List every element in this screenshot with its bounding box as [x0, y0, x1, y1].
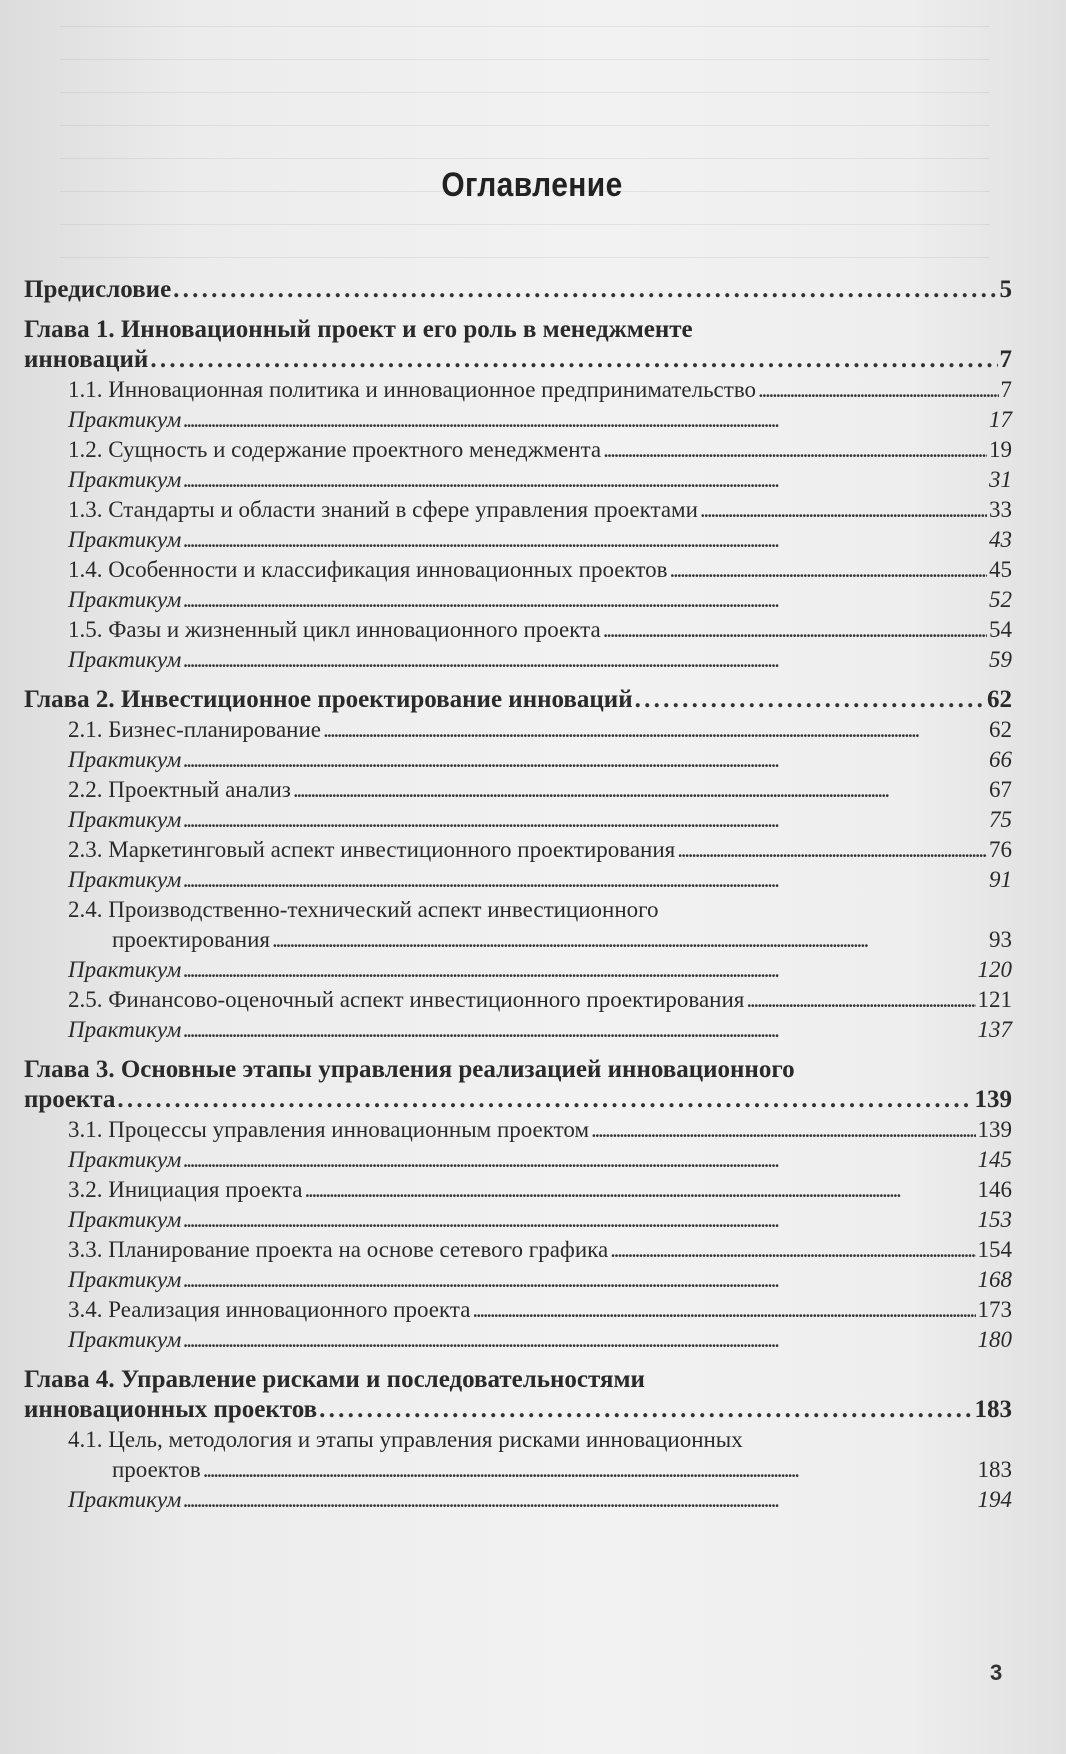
dot-leader: [183, 525, 987, 555]
dot-leader: [304, 1175, 975, 1205]
toc-entry-page: 173: [977, 1297, 1012, 1322]
toc-entry-page: 139: [977, 1117, 1012, 1142]
toc-entry-section[interactable]: [24, 985, 1012, 1015]
toc-entry-4-1[interactable]: проектов . . . 183: [24, 1455, 1012, 1485]
toc-entry-label: Практикум: [68, 1327, 182, 1352]
toc-entry-label: 3.2. Инициация проекта: [68, 1177, 303, 1202]
toc-entry-section[interactable]: [24, 1115, 1012, 1145]
bleed-through-text: [60, 0, 990, 260]
dot-leader: [758, 375, 998, 405]
toc-entry-page: 154: [977, 1237, 1012, 1262]
toc-entry-practicum[interactable]: [24, 405, 1012, 435]
toc-entry-section[interactable]: [24, 1175, 1012, 1205]
toc-chapter-4-items-after: [24, 1485, 1012, 1515]
dot-leader: [183, 865, 987, 895]
dot-leader: [319, 1395, 972, 1425]
toc-entry-preface[interactable]: Предисловие . . . 5: [24, 275, 1012, 305]
toc-entry-page: 168: [977, 1267, 1012, 1292]
toc-entry-2-4-line1[interactable]: 2.4. Производственно-технический аспект инвестиционного: [68, 897, 659, 922]
toc-entry-practicum[interactable]: [24, 865, 1012, 895]
dot-leader: [183, 1485, 975, 1515]
dot-leader: [183, 1265, 975, 1295]
toc-entry-practicum[interactable]: [24, 525, 1012, 555]
toc-entry-section[interactable]: [24, 1295, 1012, 1325]
toc-entry-label: 3.4. Реализация инновационного проекта: [68, 1297, 471, 1322]
dot-leader: [603, 615, 987, 645]
dot-leader: [603, 435, 987, 465]
dot-leader: [173, 275, 997, 305]
dot-leader: [117, 1085, 972, 1115]
toc-chapter-4[interactable]: инновационных проектов . . . 183: [24, 1395, 1012, 1425]
toc-entry-page: 19: [989, 437, 1012, 462]
toc-entry-label: 3.1. Процессы управления инновационным проектом: [68, 1117, 589, 1142]
dot-leader: [183, 585, 987, 615]
toc-entry-page: 121: [977, 987, 1012, 1012]
dot-leader: [183, 645, 987, 675]
toc-entry-page: 75: [989, 807, 1012, 832]
toc-entry-practicum[interactable]: [24, 1015, 1012, 1045]
toc-entry-section[interactable]: [24, 775, 1012, 805]
toc-entry-page: 33: [989, 497, 1012, 522]
dot-leader: [591, 1115, 976, 1145]
toc-entry-practicum[interactable]: [24, 1145, 1012, 1175]
dot-leader: [472, 1295, 975, 1325]
dot-leader: [183, 955, 975, 985]
dot-leader: [183, 465, 987, 495]
toc-entry-page: 17: [989, 407, 1012, 432]
toc-entry-label: Практикум: [68, 807, 182, 832]
toc-entry-page: 31: [989, 467, 1012, 492]
toc-chapter-3-items: [24, 1115, 1012, 1355]
toc-entry-practicum[interactable]: [24, 1205, 1012, 1235]
toc-entry-page: 66: [989, 747, 1012, 772]
toc-entry-page: 120: [977, 957, 1012, 982]
toc-entry-practicum[interactable]: [24, 645, 1012, 675]
toc-entry-page: 76: [989, 837, 1012, 862]
toc-entry-practicum[interactable]: [24, 805, 1012, 835]
toc-entry-section[interactable]: [24, 555, 1012, 585]
toc-entry-practicum[interactable]: [24, 1325, 1012, 1355]
toc-entry-label: Практикум: [68, 1487, 182, 1512]
toc-chapter-1[interactable]: инноваций . . . 7: [24, 345, 1012, 375]
toc-chapter-2-items: [24, 715, 1012, 895]
dot-leader: [183, 1015, 975, 1045]
dot-leader: [203, 1455, 976, 1485]
toc-entry-page: 91: [989, 867, 1012, 892]
dot-leader: [183, 745, 987, 775]
toc-chapter-4-line1[interactable]: Глава 4. Управление рисками и последовательностями: [24, 1366, 645, 1393]
toc-entry-practicum[interactable]: [24, 465, 1012, 495]
toc-entry-label: Практикум: [68, 1017, 182, 1042]
toc-entry-label: 2.5. Финансово-оценочный аспект инвестиционного проектирования: [68, 987, 745, 1012]
toc-entry-page: 153: [977, 1207, 1012, 1232]
toc-entry-label: Практикум: [68, 527, 182, 552]
dot-leader: [183, 1325, 975, 1355]
toc-entry-label: 1.3. Стандарты и области знаний в сфере управления проектами: [68, 497, 698, 522]
toc-chapter-3[interactable]: проекта . . . 139: [24, 1085, 1012, 1115]
toc-entry-page: 62: [989, 717, 1012, 742]
page-title: Оглавление: [441, 166, 623, 204]
toc-entry-practicum[interactable]: [24, 1485, 1012, 1515]
toc-entry-label: Практикум: [68, 1147, 182, 1172]
toc-entry-label: Практикум: [68, 587, 182, 612]
toc-entry-section[interactable]: [24, 835, 1012, 865]
dot-leader: [669, 555, 987, 585]
dot-leader: [746, 985, 975, 1015]
page-number: 3: [990, 1660, 1003, 1685]
table-of-contents: [24, 275, 1012, 1515]
dot-leader: [183, 1205, 975, 1235]
toc-entry-page: 67: [989, 777, 1012, 802]
toc-entry-label: 3.3. Планирование проекта на основе сетевого графика: [68, 1237, 609, 1262]
toc-entry-label: Практикум: [68, 647, 182, 672]
toc-entry-section[interactable]: [24, 435, 1012, 465]
toc-entry-2-4[interactable]: проектирования . . . 93: [24, 925, 1012, 955]
dot-leader: [610, 1235, 975, 1265]
dot-leader: [150, 345, 997, 375]
toc-entry-label: 1.1. Инновационная политика и инновационное предпринимательство: [68, 377, 757, 402]
dot-leader: [700, 495, 987, 525]
toc-entry-page: 7: [1000, 377, 1012, 402]
toc-entry-page: 137: [977, 1017, 1012, 1042]
dot-leader: [183, 405, 987, 435]
toc-entry-page: 54: [989, 617, 1012, 642]
toc-entry-practicum[interactable]: [24, 745, 1012, 775]
toc-entry-page: 145: [977, 1147, 1012, 1172]
toc-entry-section[interactable]: [24, 1235, 1012, 1265]
toc-entry-practicum[interactable]: [24, 955, 1012, 985]
dot-leader: [293, 775, 987, 805]
toc-entry-label: 1.2. Сущность и содержание проектного менеджмента: [68, 437, 602, 462]
toc-entry-section[interactable]: [24, 375, 1012, 405]
toc-entry-page: 194: [977, 1487, 1012, 1512]
toc-entry-page: 59: [989, 647, 1012, 672]
toc-entry-label: Практикум: [68, 467, 182, 492]
toc-entry-practicum[interactable]: [24, 1265, 1012, 1295]
toc-chapter-2[interactable]: Глава 2. Инвестиционное проектирование инноваций . . . 62: [24, 685, 1012, 715]
toc-entry-label: 1.5. Фазы и жизненный цикл инновационного проекта: [68, 617, 601, 642]
toc-entry-4-1-line1[interactable]: 4.1. Цель, методология и этапы управления рисками инновационных: [68, 1427, 743, 1452]
toc-entry-label: Практикум: [68, 1207, 182, 1232]
toc-entry-label: Практикум: [68, 747, 182, 772]
toc-entry-section[interactable]: [24, 615, 1012, 645]
toc-chapter-1-items: [24, 375, 1012, 675]
dot-leader: [323, 715, 987, 745]
toc-entry-label: 1.4. Особенности и классификация инновационных проектов: [68, 557, 668, 582]
toc-entry-practicum[interactable]: [24, 585, 1012, 615]
toc-chapter-2-items-after: [24, 955, 1012, 1045]
toc-chapter-1-line1[interactable]: Глава 1. Инновационный проект и его роль в менеджменте: [24, 316, 693, 343]
dot-leader: [677, 835, 987, 865]
toc-entry-label: Практикум: [68, 407, 182, 432]
toc-entry-section[interactable]: [24, 715, 1012, 745]
toc-entry-page: 146: [977, 1177, 1012, 1202]
toc-entry-page: 180: [977, 1327, 1012, 1352]
dot-leader: [183, 1145, 975, 1175]
toc-entry-page: 52: [989, 587, 1012, 612]
toc-entry-label: Практикум: [68, 957, 182, 982]
toc-entry-label: 2.3. Маркетинговый аспект инвестиционного проектирования: [68, 837, 676, 862]
toc-entry-section[interactable]: [24, 495, 1012, 525]
toc-chapter-3-line1[interactable]: Глава 3. Основные этапы управления реализацией инновационного: [24, 1056, 795, 1083]
toc-entry-label: 2.2. Проектный анализ: [68, 777, 291, 802]
dot-leader: [183, 805, 987, 835]
toc-entry-page: 43: [989, 527, 1012, 552]
dot-leader: [635, 685, 985, 715]
dot-leader: [272, 925, 987, 955]
toc-entry-label: Практикум: [68, 1267, 182, 1292]
toc-entry-label: 2.1. Бизнес-планирование: [68, 717, 322, 742]
toc-entry-label: Практикум: [68, 867, 182, 892]
toc-entry-page: 45: [989, 557, 1012, 582]
